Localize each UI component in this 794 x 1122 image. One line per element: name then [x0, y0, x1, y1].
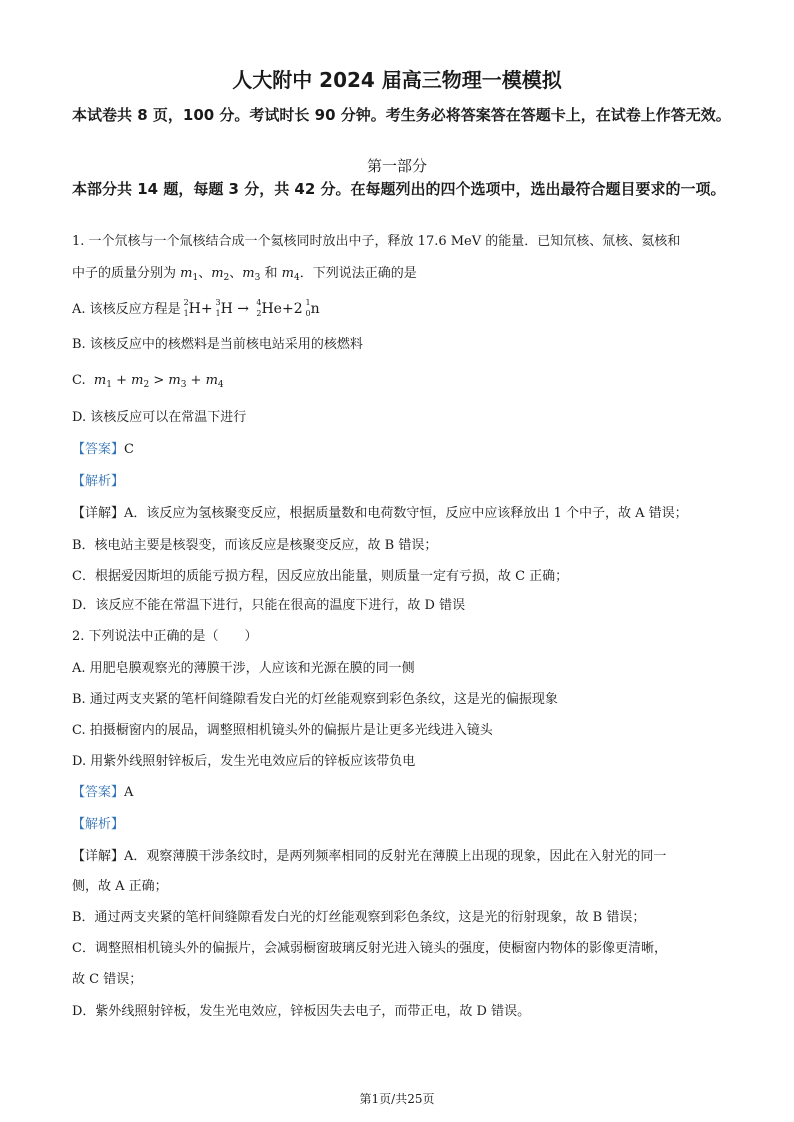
q1-analysis-label: 【解析】: [72, 474, 125, 489]
q1-detail-2: B．核电站主要是核裂变，而该反应是核聚变反应，故 B 错误；: [72, 538, 438, 553]
mass-number: 3: [215, 299, 221, 307]
q1-option-b: B. 该核反应中的核燃料是当前核电站采用的核燃料: [72, 337, 363, 352]
detail-label: 详解: [85, 849, 112, 864]
q1-option-d: D. 该核反应可以在常温下进行: [72, 410, 247, 425]
q2-option-c: C. 拍摄橱窗内的展品，调整照相机镜头外的偏振片是让更多光线进入镜头: [72, 723, 493, 738]
detail-label: 详解: [85, 506, 112, 521]
q1-option-c: [72, 371, 732, 395]
mass-m1: m: [180, 266, 193, 281]
q2-analysis-label: 【解析】: [72, 817, 125, 832]
q2-detail-3: C．调整照相机镜头外的偏振片，会减弱橱窗玻璃反射光进入镜头的强度，使橱窗内物体的影像更清晰，: [72, 941, 667, 956]
detail-text: A．该反应为氢核聚变反应，根据质量数和电荷数守恒，反应中应该释放出 1 个中子，故 A 错误；: [124, 506, 688, 521]
mass-m4-sub: 4: [293, 273, 300, 283]
option-label: C.: [72, 373, 86, 388]
detail-text: A．观察薄膜干涉条纹时，是两列频率相同的反射光在薄膜上出现的现象，因此在入射光的同一: [124, 849, 667, 864]
nuclear-equation: [181, 301, 320, 317]
isotope-label: [303, 299, 311, 319]
page-footer: 第1页/共25页: [359, 1092, 435, 1106]
q2-detail-2: B．通过两支夹紧的笔杆间缝隙看发白光的灯丝能观察到彩色条纹，这是光的衍射现象，故 B 错误；: [72, 910, 646, 925]
q1-detail-4: D．该反应不能在常温下进行，只能在很高的温度下进行，故 D 错误: [72, 598, 466, 613]
subscript: 4: [217, 380, 224, 390]
q1-detail-3: C．根据爱因斯坦的质能亏损方程，因反应放出能量，则质量一定有亏损，故 C 正确；: [72, 569, 569, 584]
bracket-close: 】: [111, 785, 125, 800]
part-description: 本部分共 14 题，每题 3 分，共 42 分。在每题列出的四个选项中，选出最符合题目要求的一项。: [72, 180, 726, 198]
atomic-number: 1: [215, 309, 221, 318]
bracket-open: 【: [72, 506, 86, 521]
q1-stem-line2: [72, 264, 732, 288]
mass-number: 4: [256, 299, 262, 307]
bracket-close: 】: [111, 442, 125, 457]
answer-value: C: [124, 442, 134, 457]
mass-number: 2: [183, 299, 189, 307]
bracket-open: 【: [72, 849, 86, 864]
plus-two: +2: [281, 301, 303, 317]
mass-symbol: m: [168, 373, 181, 388]
part-heading: 第一部分: [366, 157, 427, 175]
subscript: 3: [180, 380, 187, 390]
answer-label: 答案: [85, 442, 112, 457]
helium-symbol: He: [261, 301, 282, 317]
q1-answer: [72, 440, 732, 460]
mass-m3-sub: 3: [254, 273, 261, 283]
conjunction: 和: [260, 266, 282, 281]
mass-m4: m: [281, 266, 294, 281]
answer-value: A: [124, 785, 134, 800]
greater-than-sign: >: [149, 373, 169, 388]
q2-answer: [72, 783, 732, 803]
q2-detail-1b: 侧，故 A 正确；: [72, 879, 168, 894]
mass-m1-sub: 1: [192, 273, 199, 283]
mass-number: 1: [305, 299, 311, 307]
q1-stem-text: 中子的质量分别为: [72, 266, 181, 281]
q2-detail-4: D．紫外线照射锌板，发生光电效应，锌板因失去电子，而带正电，故 D 错误。: [72, 1004, 531, 1019]
isotope-label: [181, 299, 189, 319]
atomic-number: 0: [305, 309, 311, 318]
subscript: 1: [106, 380, 112, 390]
bracket-open: 【: [72, 785, 86, 800]
answer-label: 答案: [85, 785, 112, 800]
q1-stem-line1: 1. 一个氘核与一个氚核结合成一个氦核同时放出中子，释放 17.6 MeV 的能量．已知氘核、氚核、氦核和: [72, 234, 681, 249]
q1-option-a-text: A. 该核反应方程是: [72, 302, 181, 317]
mass-m2-sub: 2: [223, 273, 230, 283]
q2-stem: 2. 下列说法中正确的是（ ）: [72, 629, 258, 644]
arrow-icon: →: [232, 301, 254, 317]
separator: 、: [198, 266, 212, 281]
bracket-close: 】: [111, 506, 125, 521]
mass-symbol: m: [93, 373, 107, 388]
q1-stem-end: ．下列说法正确的是: [299, 266, 417, 281]
mass-m2: m: [211, 266, 224, 281]
atomic-number: 2: [256, 309, 262, 318]
plus-sign: +: [186, 373, 206, 388]
isotope-label: [253, 299, 261, 319]
q2-option-b: B. 通过两支夹紧的笔杆间缝隙看发白光的灯丝能观察到彩色条纹，这是光的偏振现象: [72, 692, 558, 707]
separator: 、: [229, 266, 243, 281]
q1-option-a: [72, 299, 732, 320]
mass-symbol: m: [205, 373, 218, 388]
neutron-symbol: n: [310, 301, 320, 317]
exam-notice: 本试卷共 8 页，100 分。考试时长 90 分钟。考生务必将答案答在答题卡上，在试卷上作答无效。: [72, 106, 731, 124]
deuterium-symbol: H: [188, 301, 201, 317]
plus-sign: +: [200, 301, 213, 317]
q2-detail-3b: 故 C 错误；: [72, 972, 143, 987]
plus-sign: +: [111, 373, 132, 388]
q2-detail-1: [72, 847, 732, 867]
bracket-open: 【: [72, 442, 86, 457]
isotope-label: [213, 299, 221, 319]
tritium-symbol: H: [220, 301, 233, 317]
mass-symbol: m: [131, 373, 144, 388]
q2-option-d: D. 用紫外线照射锌板后，发生光电效应后的锌板应该带负电: [72, 754, 416, 769]
subscript: 2: [143, 380, 150, 390]
q1-detail-1: [72, 504, 732, 524]
q2-option-a: A. 用肥皂膜观察光的薄膜干涉，人应该和光源在膜的同一侧: [72, 661, 415, 676]
exam-title: 人大附中 2024 届高三物理一模模拟: [232, 68, 562, 92]
bracket-close: 】: [111, 849, 125, 864]
atomic-number: 1: [183, 309, 189, 318]
mass-m3: m: [242, 266, 255, 281]
